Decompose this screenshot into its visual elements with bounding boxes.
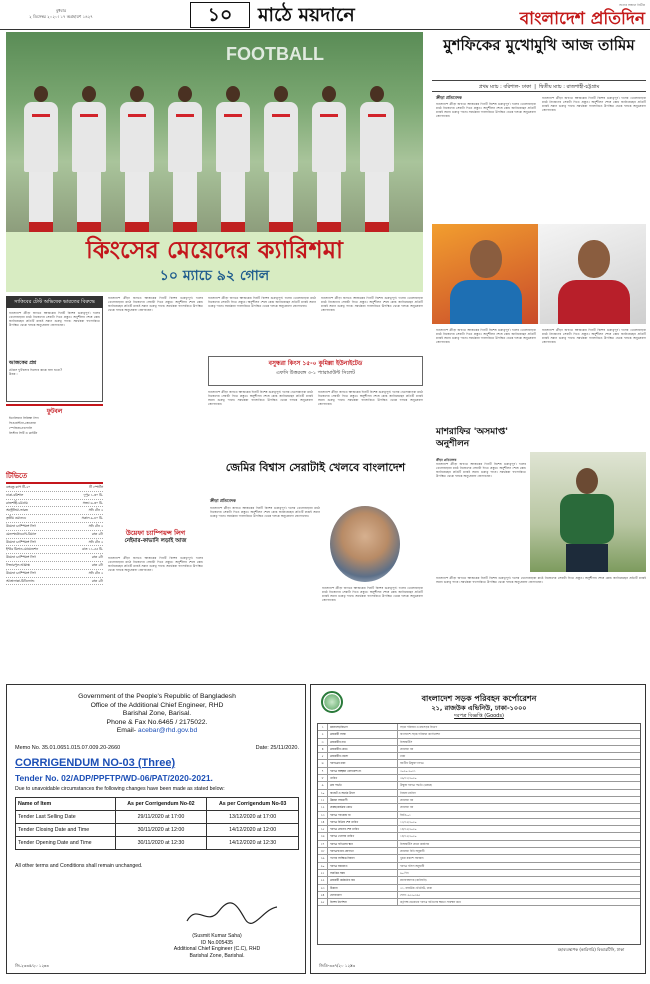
table-row	[318, 724, 640, 731]
photo-mushfiq[interactable]	[432, 224, 538, 324]
tender-table	[317, 723, 641, 945]
table-row	[318, 812, 640, 819]
fixture-item: লিস্টার সিটি ও ব্রাইটন	[9, 431, 38, 435]
story-body: বাংলাদেশ ক্রীড়া জগতে আজকের দিনটি বিশেষ গুরুত্বপূর্ণ। দলের খেলোয়াড়রা মাঠে নিজেদের সেরাটা দিতে প্রস্তুত। অনুশীলন শেষে কোচ জানিয়েছেন প্রতিটি ম্যাচই সমান গুরুত্ব পাবে। সমর্থকরা গ্যালারিতে উপস্থিত থেকে দলকে অনুপ্রেরণা জোগাবেন।	[208, 390, 313, 407]
table-cell: দরপত্রদাতার যোগ্যতা	[328, 848, 398, 854]
corrigendum-table	[15, 797, 299, 850]
table-cell: মহাব্যবস্থাপক (কারিগরি)	[400, 878, 427, 883]
table-cell: ২	[318, 731, 328, 737]
player-figure	[360, 86, 394, 232]
table-header: As per Corrigendum No-03	[207, 798, 299, 811]
table-row	[318, 819, 640, 826]
table-cell: ১৪/১২/২০২০	[400, 827, 417, 832]
player-figure	[120, 86, 154, 232]
fixture-item: ইতালিয়ান সিরিআ লিগ	[9, 416, 39, 420]
page-masthead	[0, 0, 650, 30]
ad-header: Government of the People's Republic of Bangladesh Office of the Additional Chief Engineer, RHD Barishal Zone, Barisal. Phone & Fax No.6465 / 2175022. Email- acebar@rhd.gov.bd	[78, 693, 236, 734]
byline: ক্রীড়া প্রতিবেদক	[210, 498, 236, 503]
table-cell: দরপত্র বিক্রির শেষ তারিখ	[328, 819, 398, 825]
table-row	[318, 899, 640, 906]
table-cell: ৯০ দিন	[400, 870, 409, 875]
table-cell: দরপত্র দাখিলের স্থান	[328, 841, 398, 847]
table-cell: প্রযোজ্য নয়	[400, 805, 414, 810]
signatory: (Susmit Kumar Saha) ID No.005435 Additional Chief Engineer (C.C), RHD Barishal Zone, Barishal.	[173, 933, 261, 959]
table-cell: নিজস্ব তহবিল	[400, 790, 416, 795]
story-body: বাংলাদেশ ক্রীড়া জগতে আজকের দিনটি বিশেষ গুরুত্বপূর্ণ। দলের খেলোয়াড়রা মাঠে নিজেদের সেরাটা দিতে প্রস্তুত। অনুশীলন শেষে কোচ জানিয়েছেন প্রতিটি ম্যাচই সমান গুরুত্ব পাবে। সমর্থকরা গ্যালারিতে উপস্থিত থেকে দলকে অনুপ্রেরণা জোগাবেন।	[318, 390, 423, 407]
tender-ad-brtc	[310, 684, 646, 974]
tv-row: তৃতীয় ওয়ানডে সকাল ৯-৪০ মি.	[6, 515, 103, 523]
table-cell: ১	[318, 724, 328, 730]
page-number: ১০	[190, 2, 250, 28]
player-figure	[312, 86, 346, 232]
player-figure	[264, 86, 298, 232]
table-cell: ১৪	[318, 819, 328, 825]
table-cell: ফোন: ৯৫৫০৩৯৫	[400, 892, 421, 897]
table-row	[318, 877, 640, 884]
ad-code: জিডি-৩৩৭/২০ ১২x৩	[319, 963, 356, 968]
tv-row: বঙ্গবন্ধু কাপ টি-২০ টি স্পোর্টস	[6, 484, 103, 492]
story-body: বাংলাদেশ ক্রীড়া জগতে আজকের দিনটি বিশেষ গুরুত্বপূর্ণ। দলের খেলোয়াড়রা মাঠে নিজেদের সেরাটা দিতে প্রস্তুত। অনুশীলন শেষে কোচ জানিয়েছেন প্রতিটি ম্যাচই সমান গুরুত্ব পাবে। সমর্থকরা গ্যালারিতে উপস্থিত থেকে দলকে অনুপ্রেরণা জোগাবেন।	[542, 96, 646, 113]
table-header: Name of Item	[16, 798, 116, 811]
table-cell: ২৪	[318, 892, 328, 898]
table-cell: পণ্যের সংক্ষিপ্ত বিবরণ	[328, 855, 398, 861]
player-figure	[168, 86, 202, 232]
table-cell: ঠিকানা	[328, 885, 398, 891]
table-row	[318, 855, 640, 862]
tv-row: লিভারপুল-আয়াক্স রাত ২টা	[6, 562, 103, 570]
match-1: প্রথম ম্যাচ : বরিশাল- ঢাকা	[478, 84, 532, 90]
tv-row: অস্ট্রেলিয়া-ভারত সনি টেন ২	[6, 507, 103, 515]
table-cell: বাংলাদেশ সড়ক পরিবহন কর্পোরেশন	[400, 732, 440, 737]
table-row	[318, 826, 640, 833]
table-cell: ২০২০-২০২১	[400, 768, 416, 773]
score-kings: বসুন্ধরা কিংস ১৫-০ কুমিল্লা ইউনাইটেড	[268, 360, 363, 367]
table-cell: ক্রয়কারীর নাম	[328, 739, 398, 745]
table-cell: প্রকল্প/কার্যক্রম কোড	[328, 804, 398, 810]
sidebar-body: বাংলাদেশ ক্রীড়া জগতে আজকের দিনটি বিশেষ গুরুত্বপূর্ণ। দলের খেলোয়াড়রা মাঠে নিজেদের সেরাটা দিতে প্রস্তুত। অনুশীলন শেষে কোচ জানিয়েছেন প্রতিটি ম্যাচই সমান গুরুত্ব পাবে। সমর্থকরা গ্যালারিতে উপস্থিত থেকে দলকে অনুপ্রেরণা জোগাবেন।	[9, 311, 100, 328]
player-figure	[72, 86, 106, 232]
table-header: As per Corrigendum No-02	[115, 798, 207, 811]
tv-row: উয়েফা চ্যাম্পিয়ন্স লিগ রাত ২টা	[6, 554, 103, 562]
player-figure	[24, 86, 58, 232]
tv-row: ঢাকা-বরিশাল দুপুর ১-৩০ মি.	[6, 492, 103, 500]
photo-jamie-day[interactable]	[330, 506, 400, 582]
table-cell: যোগাযোগ	[328, 892, 398, 898]
table-row	[318, 731, 640, 738]
table-row: Tender Closing Date and Time 30/11/2020 at 12:00 14/12/2020 at 12:00	[16, 824, 299, 837]
table-cell: প্রযোজ্য নয়	[400, 746, 414, 751]
table-cell: ৪	[318, 746, 328, 752]
story-body: বাংলাদেশ ক্রীড়া জগতে আজকের দিনটি বিশেষ গুরুত্বপূর্ণ। দলের খেলোয়াড়রা মাঠে নিজেদের সেরাটা দিতে প্রস্তুত। অনুশীলন শেষে কোচ জানিয়েছেন প্রতিটি ম্যাচই সমান গুরুত্ব পাবে। সমর্থকরা গ্যালারিতে উপস্থিত থেকে দলকে অনুপ্রেরণা জোগাবেন।	[208, 296, 316, 309]
section-title: মাঠে ময়দানে	[258, 4, 355, 26]
table-cell: জাতীয় উন্মুক্ত দরপত্র	[400, 761, 424, 766]
tv-row: ইন্টার মিলান-মোয়েনশেন রাত ১১-৫৫ মি.	[6, 546, 103, 554]
table-row	[318, 863, 640, 870]
logo-name: বাংলাদেশ প্রতিদিন	[519, 9, 645, 29]
ucl-subheadline: নেইমার-কাভানি লড়াই আজ	[124, 538, 187, 544]
quiz-body	[9, 368, 100, 398]
table-row	[318, 790, 640, 797]
table-row	[318, 760, 640, 767]
table-row	[318, 804, 640, 811]
table-cell: ৯	[318, 782, 328, 788]
table-cell: দরপত্র খোলার তারিখ	[328, 833, 398, 839]
tender-ad-rhd	[6, 684, 306, 974]
match-2: দ্বিতীয় ম্যাচ : রাজশাহী-চট্টগ্রাম	[539, 84, 600, 90]
table-row	[318, 782, 640, 789]
table-row	[318, 833, 640, 840]
tv-row: উয়েফা চ্যাম্পিয়ন্স লিগ সনি টেন ২	[6, 539, 103, 547]
table-cell: ১৪/১২/২০২০	[400, 834, 417, 839]
issue-date	[6, 8, 116, 20]
table-row	[318, 848, 640, 855]
story-headline-mushfiq-tamim[interactable]: মুশফিকের মুখোমুখি আজ তামিম	[443, 36, 635, 54]
story-headline-mashrafe[interactable]: মাশরাফির 'অসমাপ্ত' অনুশীলন	[436, 427, 508, 449]
date-line: ২ ডিসেম্বর ২০২০। ১৭ অগ্রহায়ণ ১৪২৭	[29, 14, 93, 19]
tv-schedule	[6, 484, 103, 694]
player-figure	[216, 86, 250, 232]
table-cell: জিডি-০১	[400, 812, 411, 817]
weekday: বুধবার	[55, 8, 67, 13]
table-cell: তারিখ	[328, 775, 398, 781]
story-body: ক্রীড়া প্রতিবেদক বাংলাদেশ ক্রীড়া জগতে আজকের দিনটি বিশেষ গুরুত্বপূর্ণ। দলের খেলোয়াড়রা মাঠে নিজেদের সেরাটা দিতে প্রস্তুত। অনুশীলন শেষে কোচ জানিয়েছেন প্রতিটি ম্যাচই সমান গুরুত্ব পাবে। সমর্থকরা গ্যালারিতে উপস্থিত থেকে দলকে অনুপ্রেরণা জোগাবেন।	[436, 458, 526, 479]
hero-subheadline: ১০ ম্যাচে ৯২ গোল	[159, 268, 270, 284]
tv-schedule-title: টিভিতে	[6, 470, 103, 484]
ad-title: বাংলাদেশ সড়ক পরিবহন কর্পোরেশন	[421, 694, 537, 703]
table-row	[318, 768, 640, 775]
table-row	[318, 753, 640, 760]
table-cell: খুচরা যন্ত্রাংশ সরবরাহ	[400, 856, 424, 861]
ad-address: ২১, রাজউক এভিনিউ, ঢাকা-১০০০	[431, 704, 527, 712]
ucl-title[interactable]: উয়েফা চ্যাম্পিয়ন্স লিগ	[125, 529, 186, 537]
memo-line: Memo No. 35.01.0651.015.07.009.20-2660 Date: 25/11/2020.	[15, 745, 299, 751]
table-cell: ১১	[318, 797, 328, 803]
story-body: বাংলাদেশ ক্রীড়া জগতে আজকের দিনটি বিশেষ গুরুত্বপূর্ণ। দলের খেলোয়াড়রা মাঠে নিজেদের সেরাটা দিতে প্রস্তুত। অনুশীলন শেষে কোচ জানিয়েছেন প্রতিটি ম্যাচই সমান গুরুত্ব পাবে। সমর্থকরা গ্যালারিতে উপস্থিত থেকে দলকে অনুপ্রেরণা জোগাবেন।	[210, 506, 320, 519]
score-uttarbanga: এফসি উত্তরবঙ্গ ৩-১ প্যারামাউন্ট সিলেট	[276, 370, 355, 376]
banner-text: FOOTBALL	[226, 44, 324, 64]
table-cell: ক্রয়কারী কর্মকর্তার নাম	[328, 877, 398, 883]
table-cell: ২২	[318, 877, 328, 883]
story-body: বাংলাদেশ ক্রীড়া জগতে আজকের দিনটি বিশেষ গুরুত্বপূর্ণ। দলের খেলোয়াড়রা মাঠে নিজেদের সেরাটা দিতে প্রস্তুত। অনুশীলন শেষে কোচ জানিয়েছেন প্রতিটি ম্যাচই সমান গুরুত্ব পাবে। সমর্থকরা গ্যালারিতে উপস্থিত থেকে দলকে অনুপ্রেরণা জোগাবেন।	[108, 296, 203, 313]
player-portraits	[432, 224, 646, 324]
table-cell: ক্রয় পদ্ধতি	[328, 782, 398, 788]
story-body: বাংলাদেশ ক্রীড়া জগতে আজকের দিনটি বিশেষ গুরুত্বপূর্ণ। দলের খেলোয়াড়রা মাঠে নিজেদের সেরাটা দিতে প্রস্তুত। অনুশীলন শেষে কোচ জানিয়েছেন প্রতিটি ম্যাচই সমান গুরুত্ব পাবে। সমর্থকরা গ্যালারিতে উপস্থিত থেকে দলকে অনুপ্রেরণা জোগাবেন।	[542, 328, 646, 345]
table-cell: ১০	[318, 790, 328, 796]
table-cell: ৩	[318, 739, 328, 745]
table-cell: ২১, রাজউক এভিনিউ, ঢাকা	[400, 885, 432, 890]
byline: ক্রীড়া প্রতিবেদক	[436, 458, 457, 462]
table-cell: উন্মুক্ত দরপত্র পদ্ধতি (OTM)	[400, 783, 432, 788]
table-row	[318, 746, 640, 753]
table-cell: প্রযোজ্য বিধি অনুযায়ী	[400, 849, 425, 854]
table-row	[318, 885, 640, 892]
fixture-item: ফিওরেন্টিনা-জেনোয়া	[9, 421, 37, 425]
table-cell: দরপত্রের ধরন	[328, 760, 398, 766]
table-cell: ক্রয়কারীর কোড	[328, 746, 398, 752]
table-cell: ৫	[318, 753, 328, 759]
story-body: বাংলাদেশ ক্রীড়া জগতে আজকের দিনটি বিশেষ গুরুত্বপূর্ণ। দলের খেলোয়াড়রা মাঠে নিজেদের সেরাটা দিতে প্রস্তুত। অনুশীলন শেষে কোচ জানিয়েছেন প্রতিটি ম্যাচই সমান গুরুত্ব পাবে। সমর্থকরা গ্যালারিতে উপস্থিত থেকে দলকে অনুপ্রেরণা জোগাবেন।	[436, 576, 646, 585]
logo-tagline: সত্যের সন্ধানে নির্ভীক	[619, 3, 645, 7]
table-cell: ৬	[318, 760, 328, 766]
tender-number: Tender No. 02/ADP/PPFTP/WD-06/PAT/2020-2021.	[15, 773, 213, 783]
table-cell: সমাপ্তির সময়	[328, 870, 398, 876]
photo-tamim[interactable]	[540, 224, 646, 324]
table-cell: ১২	[318, 804, 328, 810]
tv-row: উয়েফা চ্যাম্পিয়ন্স লিগ সনি টেন ২	[6, 570, 103, 578]
table-cell: ১৩	[318, 812, 328, 818]
story-headline-jamie[interactable]: জেমির বিশ্বাস সেরাটাই খেলবে বাংলাদেশ	[225, 461, 406, 474]
table-row: Tender Opening Date and Time 30/11/2020 at 12:30 14/12/2020 at 12:30	[16, 837, 299, 850]
ad-note: Due to unavoidable circumstances the following changes have been made as stated below:	[15, 786, 225, 792]
quiz-answer: উত্তর :	[9, 372, 18, 377]
corrigendum-title: CORRIGENDUM NO-03 (Three)	[15, 757, 176, 769]
table-cell: প্রযোজ্য নয়	[400, 797, 414, 802]
hero-headline[interactable]: কিংসের মেয়েদের ক্যারিশমা	[86, 236, 343, 264]
tv-row: আতালান্তা-মিডিল্যান্ড রাত ২টা	[6, 578, 103, 586]
story-body: বাংলাদেশ ক্রীড়া জগতে আজকের দিনটি বিশেষ গুরুত্বপূর্ণ। দলের খেলোয়াড়রা মাঠে নিজেদের সেরাটা দিতে প্রস্তুত। অনুশীলন শেষে কোচ জানিয়েছেন প্রতিটি ম্যাচই সমান গুরুত্ব পাবে। সমর্থকরা গ্যালারিতে উপস্থিত থেকে দলকে অনুপ্রেরণা জোগাবেন।	[108, 556, 203, 573]
table-row	[318, 797, 640, 804]
table-cell: ২৯/১১/২০২০	[400, 776, 417, 781]
table-cell: ২৩	[318, 885, 328, 891]
table-row	[318, 775, 640, 782]
table-cell: ১৭	[318, 841, 328, 847]
tv-row: রাজশাহী-চট্টগ্রাম সন্ধ্যা ৬-৩০ মি.	[6, 500, 103, 508]
quiz-title: আজকের প্রশ্ন	[9, 360, 37, 366]
ad-notice: দরপত্র বিজ্ঞপ্তি (Goods)	[454, 713, 504, 719]
table-cell: ১৩/১২/২০২০	[400, 819, 417, 824]
table-row	[318, 739, 640, 746]
fixtures-title: ফুটবল	[46, 408, 63, 415]
table-cell: ২১	[318, 870, 328, 876]
table-cell: ক্রয়কারীর জেলা	[328, 753, 398, 759]
fixture-item: স্পেজিয়া-নাপোলি	[9, 426, 33, 430]
tv-row: মেনশেনগ্লাডবাখ-রিয়াল রাত ২টা	[6, 531, 103, 539]
table-cell: বিআরটিসি	[400, 739, 413, 744]
table-cell: বিআরটিসি প্রধান কার্যালয়	[400, 841, 429, 846]
table-cell: ঢাকা	[400, 754, 406, 759]
photo-mashrafe[interactable]	[530, 452, 646, 572]
table-cell: দরপত্র দলিল অনুযায়ী	[400, 863, 425, 868]
signatory: মহাব্যবস্থাপক (কারিগরি) বিআরটিসি, ঢাকা	[557, 947, 625, 952]
hero-photo-women-footballers[interactable]	[6, 32, 423, 232]
sidebar-box-title[interactable]: সাকিবের টেস্ট অভিষেক ভারতের বিরুদ্ধে	[6, 296, 103, 308]
table-cell: দরপত্র আহ্বান রেফারেন্স নং	[328, 768, 398, 774]
table-cell: দরপত্র গ্রহণের শেষ তারিখ	[328, 826, 398, 832]
ad-footer-note: All other terms and Conditions shall remain unchanged.	[15, 863, 143, 869]
table-row	[318, 892, 640, 899]
story-body: বাংলাদেশ ক্রীড়া জগতে আজকের দিনটি বিশেষ গুরুত্বপূর্ণ। দলের খেলোয়াড়রা মাঠে নিজেদের সেরাটা দিতে প্রস্তুত। অনুশীলন শেষে কোচ জানিয়েছেন প্রতিটি ম্যাচই সমান গুরুত্ব পাবে। সমর্থকরা গ্যালারিতে উপস্থিত থেকে দলকে অনুপ্রেরণা জোগাবেন।	[321, 296, 423, 313]
match-info-bar: প্রথম ম্যাচ : বরিশাল- ঢাকা | দ্বিতীয় ম্যাচ : রাজশাহী-চট্টগ্রাম	[432, 80, 646, 92]
story-body: বাংলাদেশ ক্রীড়া জগতে আজকের দিনটি বিশেষ গুরুত্বপূর্ণ। দলের খেলোয়াড়রা মাঠে নিজেদের সেরাটা দিতে প্রস্তুত। অনুশীলন শেষে কোচ জানিয়েছেন প্রতিটি ম্যাচই সমান গুরুত্ব পাবে। সমর্থকরা গ্যালারিতে উপস্থিত থেকে দলকে অনুপ্রেরণা জোগাবেন।	[436, 328, 536, 345]
quiz-question: চৌকস ফুটবলার হিসেবে কাকে বলা হতো?	[9, 368, 62, 372]
byline: ক্রীড়া প্রতিবেদক	[436, 95, 462, 100]
tv-row: উয়েফা চ্যাম্পিয়ন্স লিগ সনি টেন ২	[6, 523, 103, 531]
table-cell: বিশেষ নির্দেশনা	[328, 899, 398, 905]
table-cell: বাজেট ও অর্থের উৎস	[328, 790, 398, 796]
table-cell: ক্রয়কারী সংস্থা	[328, 731, 398, 737]
table-cell: ১৫	[318, 826, 328, 832]
table-cell: দরপত্র জামানত	[328, 863, 398, 869]
table-cell: ২৫	[318, 899, 328, 905]
table-cell: ১৯	[318, 855, 328, 861]
table-cell: কর্তৃপক্ষ যেকোনো দরপত্র বাতিলের ক্ষমতা সংরক্ষণ করে	[400, 900, 461, 905]
table-cell: দরপত্র প্যাকেজ নং	[328, 812, 398, 818]
table-cell: ১৮	[318, 848, 328, 854]
email-link[interactable]: acebar@rhd.gov.bd	[137, 727, 198, 734]
table-cell: মন্ত্রণালয়/বিভাগ	[328, 724, 398, 730]
table-row	[318, 870, 640, 877]
story-body: বাংলাদেশ ক্রীড়া জগতে আজকের দিনটি বিশেষ গুরুত্বপূর্ণ। দলের খেলোয়াড়রা মাঠে নিজেদের সেরাটা দিতে প্রস্তুত। অনুশীলন শেষে কোচ জানিয়েছেন প্রতিটি ম্যাচই সমান গুরুত্ব পাবে। সমর্থকরা গ্যালারিতে উপস্থিত থেকে দলকে অনুপ্রেরণা জোগাবেন।	[322, 586, 423, 603]
table-cell: সড়ক পরিবহন ও মহাসড়ক বিভাগ	[400, 725, 438, 729]
table-cell: ২০	[318, 863, 328, 869]
story-body: বাংলাদেশ ক্রীড়া জগতে আজকের দিনটি বিশেষ গুরুত্বপূর্ণ। দলের খেলোয়াড়রা মাঠে নিজেদের সেরাটা দিতে প্রস্তুত। অনুশীলন শেষে কোচ জানিয়েছেন প্রতিটি ম্যাচই সমান গুরুত্ব পাবে। সমর্থকরা গ্যালারিতে উপস্থিত থেকে দলকে অনুপ্রেরণা জোগাবেন।	[436, 102, 536, 119]
signature-icon	[167, 899, 297, 929]
table-cell: ৮	[318, 775, 328, 781]
ad-code: জি-২৩৩৫/২০ ১২x৩	[15, 963, 49, 968]
table-row	[318, 841, 640, 848]
table-row: Tender Last Selling Date 29/11/2020 at 17:00 13/12/2020 at 17:00	[16, 811, 299, 824]
table-cell: ৭	[318, 768, 328, 774]
newspaper-logo[interactable]	[480, 3, 645, 27]
table-cell: উন্নয়ন সহযোগী	[328, 797, 398, 803]
table-cell: ১৬	[318, 833, 328, 839]
fixtures-list	[9, 416, 100, 436]
